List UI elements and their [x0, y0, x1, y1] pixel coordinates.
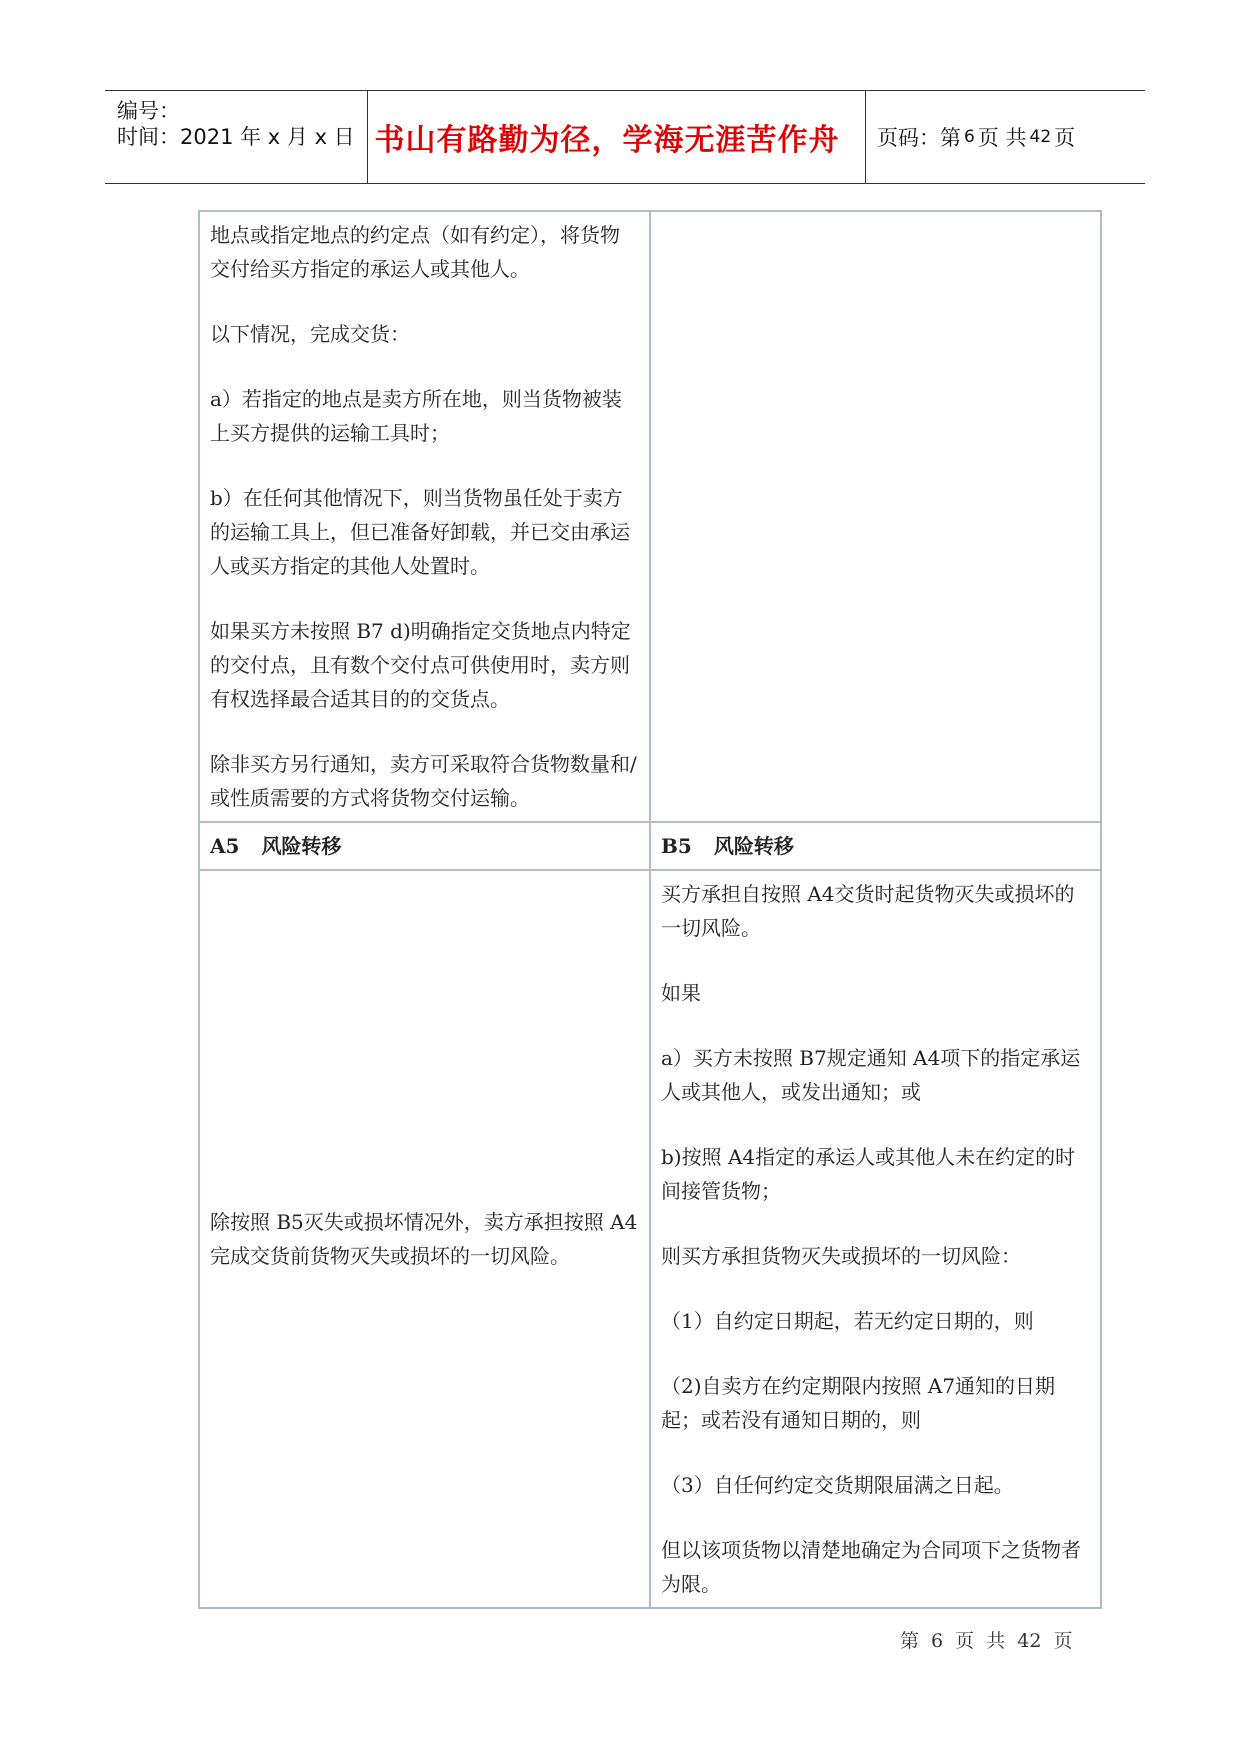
paragraph: 但以该项货物以清楚地确定为合同项下之货物者为限。: [661, 1538, 1081, 1596]
paragraph: 除按照 B5灭失或损坏情况外，卖方承担按照 A4完成交货前货物灭失或损坏的一切风险。: [210, 1210, 638, 1268]
slogan-text: 书山有路勤为径，学海无涯苦作舟: [374, 123, 840, 158]
paragraph: 除非买方另行通知，卖方可采取符合货物数量和/或性质需要的方式将货物交付运输。: [210, 752, 637, 810]
table-row: [199, 211, 1101, 822]
table-row: [199, 822, 1101, 870]
paragraph: （1）自约定日期起，若无约定日期的，则: [661, 1309, 1034, 1333]
header-meta: [117, 91, 369, 183]
paragraph: （3）自任何约定交货期限届满之日起。: [661, 1473, 1014, 1497]
doc-number-label: 编号：: [117, 99, 180, 123]
paragraph: a）若指定的地点是卖方所在地，则当货物被装上买方提供的运输工具时；: [210, 387, 622, 445]
page-prefix: 页码：第: [877, 126, 961, 150]
paragraph: 则买方承担货物灭失或损坏的一切风险：: [661, 1244, 1021, 1268]
paragraph: 如果: [661, 981, 701, 1005]
section-code: A5: [210, 834, 240, 858]
section-heading-a5: [199, 822, 650, 870]
section-code: B5: [661, 834, 692, 858]
paragraph: a）买方未按照 B7规定通知 A4项下的指定承运人或其他人，或发出通知；或: [661, 1046, 1081, 1104]
page-footer: 第 6 页 共 42 页: [900, 1630, 1073, 1652]
paragraph: b)按照 A4指定的承运人或其他人未在约定的时间接管货物；: [661, 1145, 1076, 1203]
cell-a4-continued: [199, 211, 650, 822]
cell-b4-continued: [650, 211, 1101, 822]
cell-a5-body: [199, 870, 650, 1608]
paragraph: 买方承担自按照 A4交货时起货物灭失或损坏的一切风险。: [661, 882, 1075, 940]
cell-b5-body: [650, 870, 1101, 1608]
section-heading-b5: [650, 822, 1101, 870]
section-title: 风险转移: [713, 834, 794, 858]
terms-table: [198, 210, 1102, 1609]
paragraph: （2)自卖方在约定期限内按照 A7通知的日期起；或若没有通知日期的，则: [661, 1374, 1056, 1432]
paragraph: 以下情况，完成交货：: [210, 322, 410, 346]
header-page-info: [865, 91, 1157, 183]
doc-time-label: 时间：2021 年 x 月 x 日: [117, 125, 355, 149]
table-row: [199, 870, 1101, 1608]
page-total: 42: [1029, 127, 1052, 147]
paragraph: b）在任何其他情况下，则当货物虽任处于卖方的运输工具上，但已准备好卸载，并已交由承运人或买方指定的其他人处置时。: [210, 486, 630, 578]
header-slogan: [367, 91, 847, 183]
page-header: [105, 90, 1145, 184]
page-suffix: 页: [1054, 126, 1076, 150]
paragraph: 地点或指定地点的约定点（如有约定），将货物交付给买方指定的承运人或其他人。: [210, 223, 620, 281]
section-title: 风险转移: [261, 834, 342, 858]
paragraph: 如果买方未按照 B7 d)明确指定交货地点内特定的交付点，且有数个交付点可供使用时，卖方则有权选择最合适其目的的交货点。: [210, 619, 631, 711]
page-number: 6: [964, 127, 975, 147]
page-mid: 页 共: [977, 126, 1027, 150]
